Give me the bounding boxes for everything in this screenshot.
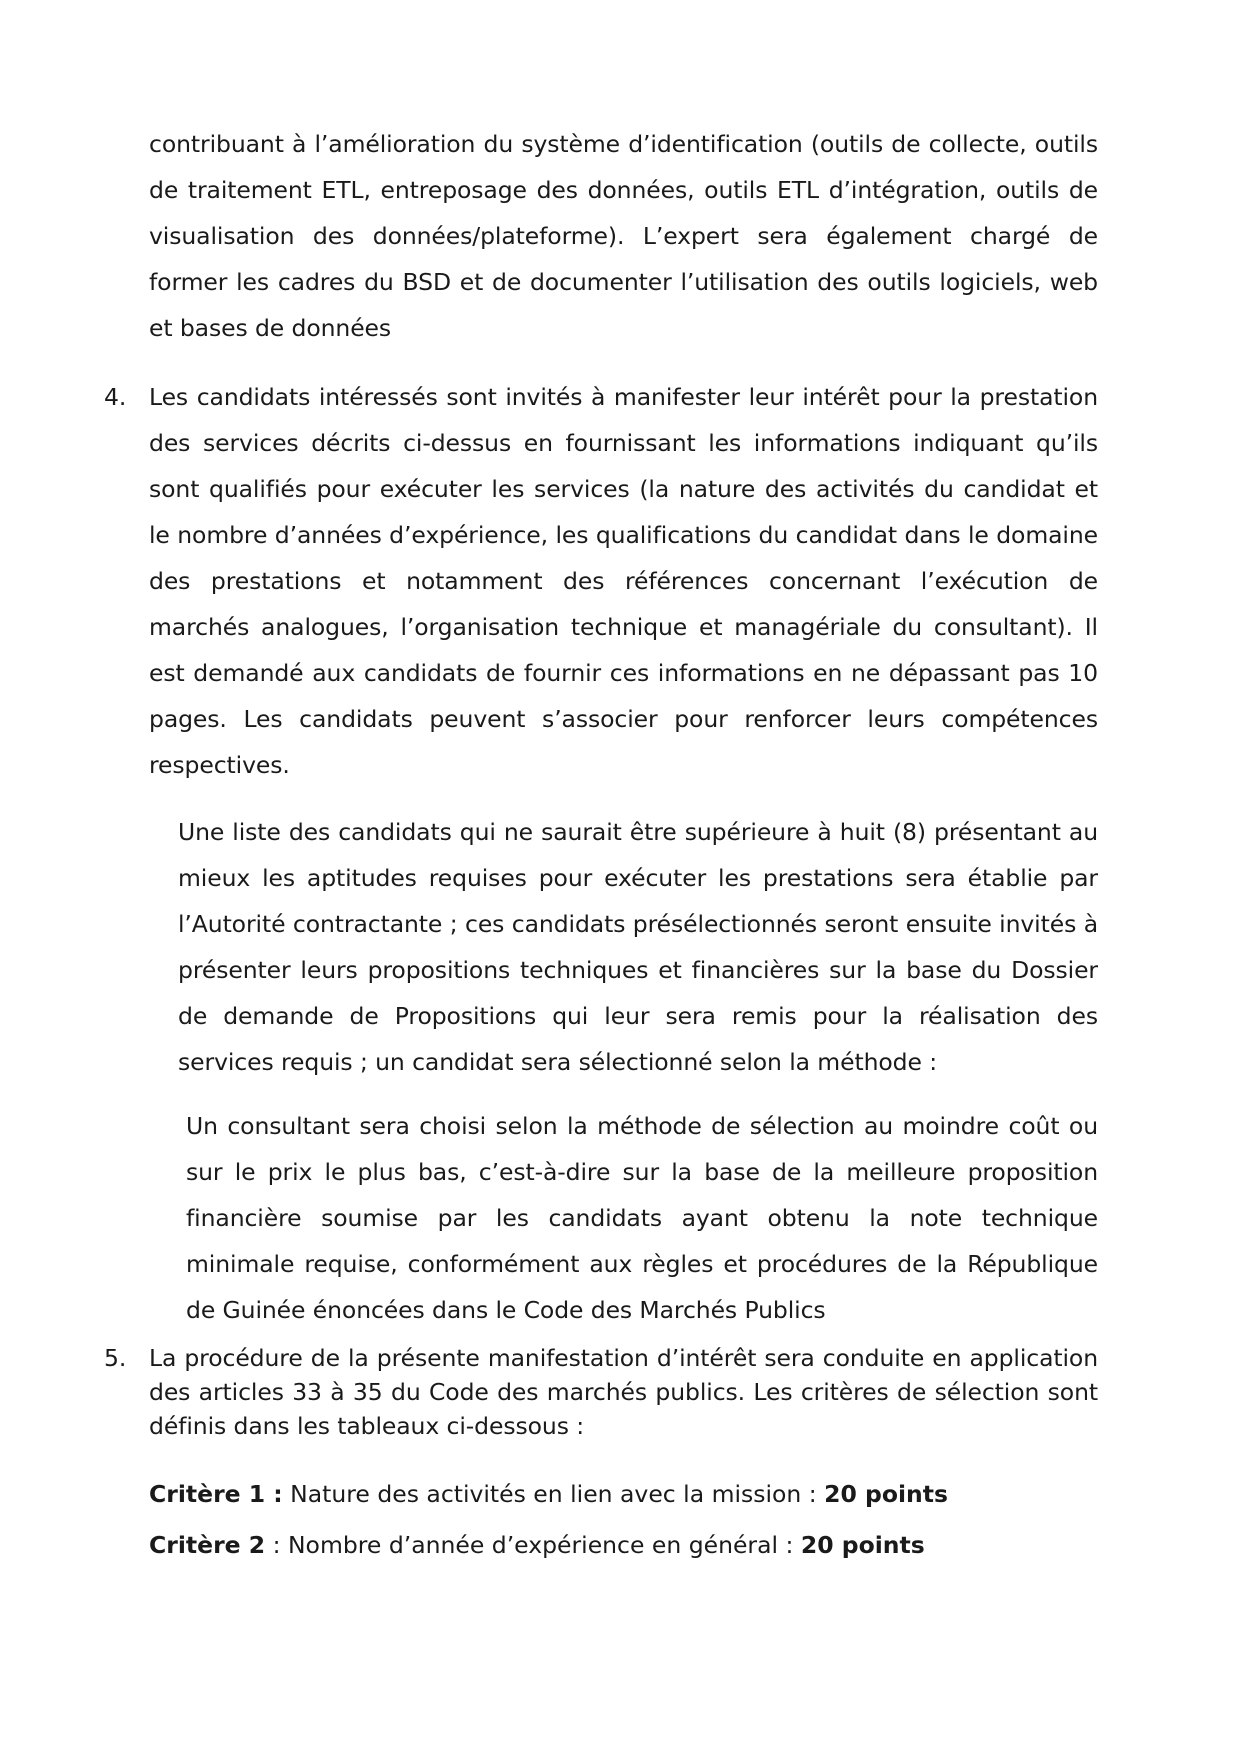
- paragraph-shortlist: Une liste des candidats qui ne saurait être supérieure à huit (8) présentant au mieux les aptitudes requises pour exécuter les prestations sera établie par l’Autorité contractante ; ces candidats présélectionnés seront ensuite invités à présenter leurs propositions techniques et financières sur la base du Dossier de demande de Propositions qui leur sera remis pour la réalisation des services requis ; un candidat sera sélectionné selon la méthode :: [178, 818, 1098, 1076]
- list-item-5-text: La procédure de la présente manifestation d’intérêt sera conduite en application des articles 33 à 35 du Code des marchés publics. Les critères de sélection sont définis dans les tableaux ci-dessous :: [149, 1344, 1098, 1440]
- criterion-2: [149, 1528, 925, 1562]
- paragraph-continuation: contribuant à l’amélioration du système d’identification (outils de collecte, outils de traitement ETL, entreposage des données, outils ETL d’intégration, outils de visualisation des données/plateforme). L’expert sera également chargé de former les cadres du BSD et de documenter l’utilisation des outils logiciels, web et bases de données: [149, 130, 1098, 342]
- list-number-5: 5.: [104, 1344, 127, 1372]
- criterion-2-label: Critère 2: [149, 1531, 266, 1559]
- paragraph-selection-method: Un consultant sera choisi selon la méthode de sélection au moindre coût ou sur le prix le plus bas, c’est-à-dire sur la base de la meilleure proposition financière soumise par les candidats ayant obtenu la note technique minimale requise, conformément aux règles et procédures de la République de Guinée énoncées dans le Code des Marchés Publics: [186, 1112, 1098, 1324]
- criterion-1-label: Critère 1 :: [149, 1480, 283, 1508]
- list-item-4-text: Les candidats intéressés sont invités à manifester leur intérêt pour la prestation des services décrits ci-dessus en fournissant les informations indiquant qu’ils sont qualifiés pour exécuter les services (la nature des activités du candidat et le nombre d’années d’expérience, les qualifications du candidat dans le domaine des prestations et notamment des références concernant l’exécution de marchés analogues, l’organisation technique et managériale du consultant). Il est demandé aux candidats de fournir ces informations en ne dépassant pas 10 pages. Les candidats peuvent s’associer pour renforcer leurs compétences respectives.: [149, 383, 1098, 779]
- list-number-4: 4.: [104, 383, 127, 411]
- criterion-1-points: 20 points: [824, 1480, 948, 1508]
- criterion-2-text: : Nombre d’année d’expérience en général :: [265, 1531, 801, 1559]
- criterion-1-text: Nature des activités en lien avec la mission :: [282, 1480, 825, 1508]
- criterion-2-points: 20 points: [800, 1531, 925, 1559]
- criterion-1: [149, 1477, 948, 1511]
